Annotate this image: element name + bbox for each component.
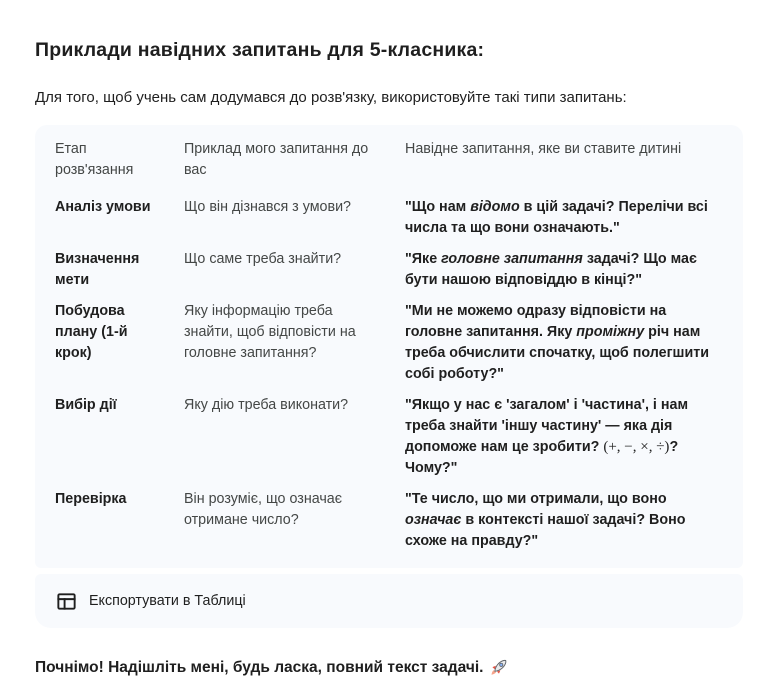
column-header-stage: Етап розв'язання	[55, 141, 134, 178]
intro-text: Для того, щоб учень сам додумався до розв'язку, використовуйте такі типи запитань:	[35, 89, 627, 106]
stage-cell: Перевірка	[55, 491, 127, 507]
stage-cell: Аналіз умови	[55, 199, 151, 215]
table-row	[55, 301, 719, 385]
guiding-emphasis-segment: головне запитання	[441, 251, 583, 267]
table-row	[55, 197, 719, 239]
my-question-cell: Яку інформацію треба знайти, щоб відповісти на головне запитання?	[184, 303, 356, 361]
math-operators-segment: (+, −, ×, ÷)	[603, 439, 670, 455]
table-icon	[55, 590, 78, 613]
table-row	[55, 489, 719, 552]
guiding-text-segment: "Що нам	[405, 199, 471, 215]
guiding-question-cell	[405, 301, 719, 385]
guiding-text-segment: "Те число, що ми отримали, що воно	[405, 491, 671, 507]
my-question-cell: Яку дію треба виконати?	[184, 397, 349, 413]
guiding-text-segment: ? Чому?"	[405, 439, 683, 476]
closing-text-label: Почнімо! Надішліть мені, будь ласка, повний текст задачі.	[35, 658, 484, 676]
guiding-question-cell	[405, 489, 719, 552]
column-header-guiding-question: Навідне запитання, яке ви ставите дитині	[405, 141, 682, 157]
export-button-label: Експортувати в Таблиці	[89, 593, 246, 609]
guiding-question-cell	[405, 395, 719, 479]
closing-text	[35, 658, 743, 677]
guiding-text-segment: в контексті нашої задачі? Воно схоже на правду?"	[405, 512, 690, 549]
table-header-row	[55, 139, 719, 181]
stage-cell: Вибір дії	[55, 397, 117, 413]
stage-cell: Побудова плану (1-й крок)	[55, 303, 128, 361]
guiding-text-segment: "Яке	[405, 251, 442, 267]
my-question-cell: Він розуміє, що означає отримане число?	[184, 491, 343, 528]
table-row	[55, 395, 719, 479]
export-to-sheets-button[interactable]	[35, 574, 743, 628]
guiding-text-segment: "Ми не можемо одразу відповісти на головне запитання. Яку	[405, 303, 671, 340]
guiding-text-segment: "Якщо у нас є 'загалом' і 'частина', і нам треба знайти 'іншу частину' — яка дія допоможе нам це зробити?	[405, 397, 693, 455]
questions-table	[35, 125, 743, 568]
guiding-text-segment: задачі? Що має бути нашою відповіддю в кінці?"	[405, 251, 701, 288]
page-title: Приклади навідних запитань для 5-класника:	[35, 39, 485, 61]
guiding-question-cell	[405, 197, 719, 239]
column-header-my-question: Приклад мого запитання до вас	[184, 141, 369, 178]
table-row	[55, 249, 719, 291]
guiding-question-cell	[405, 249, 719, 291]
my-question-cell: Що він дізнався з умови?	[184, 199, 352, 215]
guiding-text-segment: в цій задачі? Перелічи всі числа та що вони означають."	[405, 199, 712, 236]
my-question-cell: Що саме треба знайти?	[184, 251, 342, 267]
guiding-emphasis-segment: відомо	[470, 199, 520, 215]
guiding-emphasis-segment: означає	[405, 512, 462, 528]
guiding-text-segment: річ нам треба обчислити спочатку, щоб полегшити собі роботу?"	[405, 324, 714, 382]
stage-cell: Визначення мети	[55, 251, 140, 288]
guiding-emphasis-segment: проміжну	[576, 324, 645, 340]
rocket-emoji-icon	[489, 658, 508, 677]
